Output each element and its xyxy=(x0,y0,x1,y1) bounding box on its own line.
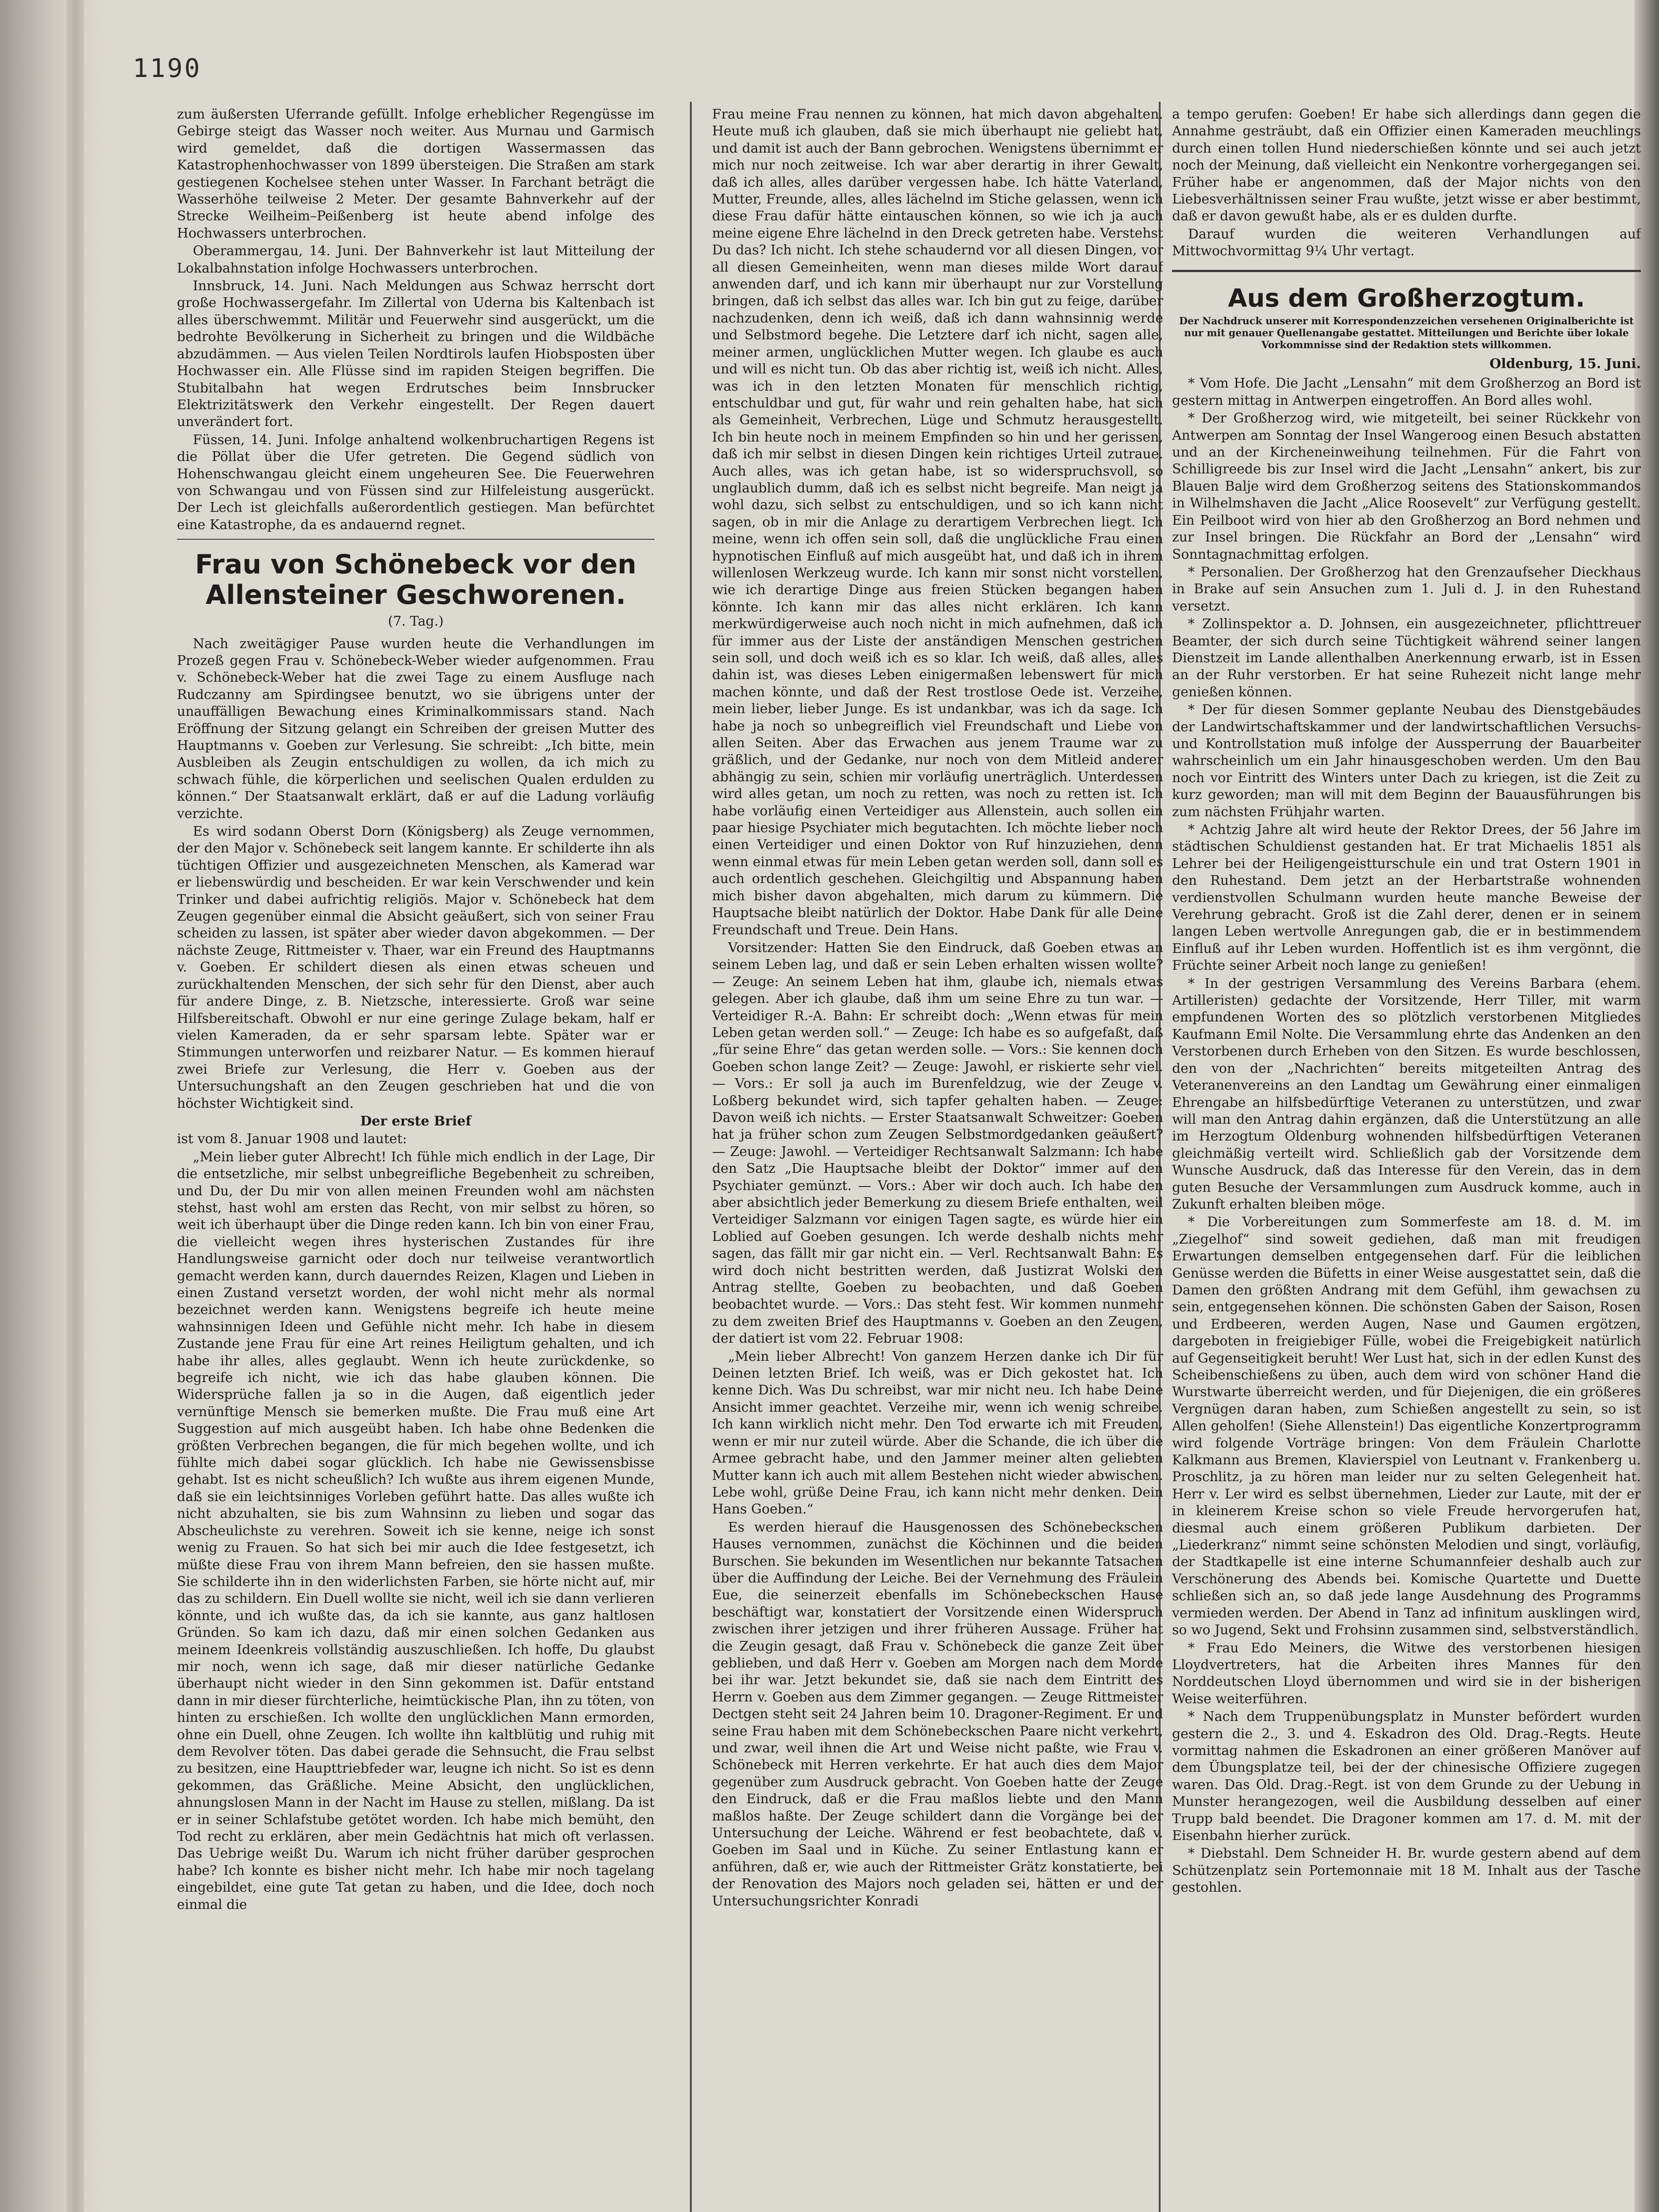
letter-title: Der erste Brief xyxy=(360,1113,471,1129)
column-2 xyxy=(712,106,1163,2212)
article-text: Nach zweitägiger Pause wurden heute die Verhandlungen im Prozeß gegen Frau v. Schönebeck-Weber wieder aufgenommen. Frau v. Schönebeck-Weber hat die zwei Tage zu einem Ausfluge nach Rudczanny am Spirdingsee benutzt, wo sie übrigens unter der unauffälligen Bewachung eines Kriminalkommissars stand. Nach Eröffnung der Sitzung gelangt ein Schreiben der greisen Mutter des Hauptmanns v. Goeben zur Verlesung. Sie schreibt: „Ich bitte, mein Ausbleiben als Zeugin entschuldigen zu wollen, da ich mich zu schwach fühle, die körperlichen und seelischen Qualen erdulden zu können.“ Der Staatsanwalt erklärt, daß er auf die Ladung vorläufig verzichte. xyxy=(177,636,655,822)
article-text: Vorsitzender: Hatten Sie den Eindruck, daß Goeben etwas an seinem Leben lag, und daß er sein Leben erhalten wissen wollte? — Zeuge: An seinem Leben hat ihm, glaube ich, niemals etwas gelegen. Aber ich glaube, daß ihm um seine Ehre zu tun war. — Verteidiger R.-A. Bahn: Er schreibt doch: „Wenn etwas für mein Leben getan werden soll.“ — Zeuge: Ich habe es so aufgefaßt, daß „für seine Ehre“ das getan werden solle. — Vors.: Sie kennen doch Goeben schon lange Zeit? — Zeuge: Jawohl, er riskierte sehr viel. — Vors.: Er soll ja auch im Burenfeldzug, wie der Zeuge v. Loßberg bekundet wird, sich tapfer gehalten haben. — Zeuge: Davon weiß ich nichts. — Erster Staatsanwalt Schweitzer: Goeben hat ja früher schon zum Zeugen Selbstmordgedanken geäußert? — Zeuge: Jawohl. — Verteidiger Rechtsanwalt Salzmann: Ich habe den Satz „Die Hauptsache bleibt der Doktor“ immer auf den Psychiater gemünzt. — Vors.: Aber wir doch auch. Ich habe den aber absichtlich jeder Bemerkung zu diesem Briefe enthalten, weil Verteidiger Salzmann vor einigen Tagen sagte, es würde hier ein Loblied auf Goeben gesungen. Ich werde deshalb nichts mehr sagen, das fällt mir gar nicht ein. — Verl. Rechtsanwalt Bahn: Es wird doch nicht bestritten werden, daß Justizrat Wolski den Antrag stellte, Goeben zu beobachten, und daß Goeben beobachtet wurde. — Vors.: Das steht fest. Wir kommen nunmehr zu dem zweiten Brief des Hauptmanns v. Goeben an den Zeugen, der datiert ist vom 22. Februar 1908: xyxy=(712,940,1163,1347)
article-text: a tempo gerufen: Goeben! Er habe sich allerdings dann gegen die Annahme gesträubt, daß ein Offizier einen Kameraden meuchlings durch einen tollen Hund niederschießen könnte und sei auch jetzt noch der Meinung, daß vielleicht ein Nenkontre vorhergegangen sei. Früher habe er angenommen, daß der Major nichts von den Liebesverhältnissen seiner Frau wußte, jetzt wisse er aber bestimmt, daß er davon gewußt habe, als er es dulden durfte. xyxy=(1172,107,1641,224)
article-text: Es werden hierauf die Hausgenossen des Schönebeckschen Hauses vernommen, zunächst die Köchinnen und die beiden Burschen. Sie bekunden im Wesentlichen nur bekannte Tatsachen über die Auffindung der Leiche. Bei der Vernehmung des Fräulein Eue, die seinerzeit ebenfalls im Schönebeckschen Hause beschäftigt war, konstatiert der Vorsitzende einen Widerspruch zwischen ihrer jetzigen und ihrer früheren Aussage. Früher hat die Zeugin gesagt, daß Frau v. Schönebeck die ganze Zeit über geblieben, und daß Herr v. Goeben am Morgen nach dem Morde bei ihr war. Jetzt bekundet sie, daß sie nach dem Eintritt des Herrn v. Goeben aus dem Zimmer gegangen. — Zeuge Rittmeister Dectgen steht seit 24 Jahren beim 10. Dragoner-Regiment. Er und seine Frau haben mit dem Schönebeckschen Paare nicht verkehrt, und zwar, weil ihnen die Art und Weise nicht paßte, wie Frau v. Schönebeck mit Herren verkehrte. Er hat auch dies dem Major gegenüber zum Ausdruck gebracht. Von Goeben hatte der Zeuge den Eindruck, daß er die Frau maßlos liebte und den Mann maßlos haßte. Der Zeuge schildert dann die Vorgänge bei der Untersuchung der Leiche. Während er fest beobachtete, daß v. Goeben im Saal und in Küche. Zu seiner Entlastung kann er anführen, daß er, wie auch der Rittmeister Grätz konstatierte, bei der Renovation des Majors noch geladen sei, hätten er und der Untersuchungsrichter Konradi xyxy=(712,1519,1163,1909)
article-text: Es wird sodann Oberst Dorn (Königsberg) als Zeuge vernommen, der den Major v. Schönebeck seit langem kannte. Er schilderte ihn als tüchtigen Offizier und ausgezeichneten Menschen, als Kamerad war er liebenswürdig und bescheiden. Er war kein Verschwender und kein Trinker und dabei aufrichtig religiös. Major v. Schönebeck hat dem Zeugen gegenüber einmal die Absicht geäußert, sich von seiner Frau scheiden zu lassen, ist später aber wieder davon abgekommen. — Der nächste Zeuge, Rittmeister v. Thaer, war ein Freund des Hauptmanns v. Goeben. Er schildert diesen als einen etwas scheuen und zurückhaltenden Menschen, der sich sehr für den Dienst, aber auch für andere Dinge, z. B. Nietzsche, interessierte. Groß war seine Hilfsbereitschaft. Obwohl er nur eine geringe Zulage bekam, half er vielen Kameraden, da er sehr sparsam lebte. Später war er Stimmungen unterworfen und reizbarer Natur. — Es kommen hierauf zwei Briefe zur Verlesung, die Herr v. Goeben aus der Untersuchungshaft an den Zeugen geschrieben hat und die von höchster Wichtigkeit sind. xyxy=(177,824,655,1111)
news-item: * Diebstahl. Dem Schneider H. Br. wurde gestern abend auf dem Schützenplatz sein Portemonnaie mit 18 M. Inhalt aus der Tasche gestohlen. xyxy=(1172,1846,1641,1896)
letter-text: „Mein lieber Albrecht! Von ganzem Herzen danke ich Dir für Deinen letzten Brief. Ich weiß, was er Dich gekostet hat. Ich kenne Dich. Was Du schreibst, war mir nicht neu. Ich habe Deine Ansicht immer geachtet. Verzeihe mir, wenn ich wenig schreibe. Ich kann wirklich nicht mehr. Den Tod erwarte ich mit Freuden, wenn er mir nur zuteil würde. Aber die Schande, die ich über die Armee gebracht habe, und den Jammer meiner alten geliebten Mutter kann ich auch mit allem Bestehen nicht wieder abwischen. Lebe wohl, grüße Deine Frau, ich kann nicht mehr denken. Dein Hans Goeben.“ xyxy=(712,1348,1163,1517)
dateline: Oldenburg, 15. Juni. xyxy=(1489,356,1641,372)
news-item: Oberammergau, 14. Juni. Der Bahnverkehr ist laut Mitteilung der Lokalbahnstation infolge Hochwassers unterbrochen. xyxy=(177,243,655,276)
news-item: Füssen, 14. Juni. Infolge anhaltend wolkenbruchartigen Regens ist die Pöllat über die Ufer getreten. Die Gegend südlich von Hohenschwangau gleicht einem ungeheuren See. Die Feuerwehren von Schwangau und von Füssen sind zur Hilfeleistung ausgerückt. Der Lech ist gleichfalls außerordentlich gestiegen. Man befürchtet eine Katastrophe, da es andauernd regnet. xyxy=(177,432,655,533)
column-rule xyxy=(690,102,692,2212)
article-text: Darauf wurden die weiteren Verhandlungen auf Mittwochvormittag 9¼ Uhr vertagt. xyxy=(1172,226,1641,259)
section-divider xyxy=(1172,270,1641,272)
article-text: zum äußersten Uferrande gefüllt. Infolge erheblicher Regengüsse im Gebirge steigt das Wasser noch weiter. Aus Murnau und Garmisch wird gemeldet, daß die dortigen Wassermassen das Katastrophenhochwasser von 1899 übersteigen. Die Straßen am stark gestiegenen Kochelsee stehen unter Wasser. In Farchant beträgt die Wasserhöhe teilweise 2 Meter. Der gesamte Bahnverkehr auf der Strecke Weilheim–Peißenberg ist heute abend infolge des Hochwassers unterbrochen. xyxy=(177,107,655,241)
letter-intro: ist vom 8. Januar 1908 und lautet: xyxy=(177,1131,407,1147)
letter-text: „Mein lieber guter Albrecht! Ich fühle mich endlich in der Lage, Dir die entsetzliche, mir selbst unbegreifliche Begebenheit zu schreiben, und Du, der Du mir von allen meinen Freunden wohl am nächsten stehst, hast wohl am ersten das Recht, von mir selbst zu hören, so weit ich überhaupt über die Dinge reden kann. Ich bin von einer Frau, die vielleicht wegen ihres hysterischen Zustandes für ihre Handlungsweise garnicht oder doch nur teilweise verantwortlich gemacht werden kann, durch dauerndes Reizen, Klagen und Lieben in einen Zustand versetzt worden, der wohl nicht mehr als normal bezeichnet werden kann. Wenigstens begreife ich heute meine wahnsinnigen Ideen und Gefühle nicht mehr. Ich habe in diesem Zustande jene Frau für eine Art reines Heiligtum gehalten, und ich habe ihr alles, alles geglaubt. Wenn ich heute zurückdenke, so begreife ich nicht, wie ich das habe glauben können. Die Widersprüche fallen ja so in die Augen, daß eigentlich jeder vernünftige Mensch sie bemerken mußte. Die Frau muß eine Art Suggestion auf mich ausgeübt haben. Ich habe ohne Bedenken die größten Verbrechen begangen, die für mich begehen wollte, und ich fühlte mich dabei sogar glücklich. Ich habe nie Gewissensbisse gehabt. Ist es nicht scheußlich? Ich wußte aus ihrem eigenen Munde, daß sie ein leichtsinniges Vorleben geführt hatte. Das alles wußte ich nicht abzuhalten, sie bis zum Wahnsinn zu lieben und sogar das Abscheulichste zu verehren. Soweit ich sie kenne, neige ich sonst wenig zu Frauen. So hat sich bei mir auch die Idee festgesetzt, ich müßte diese Frau von ihrem Mann befreien, den sie hassen mußte. Sie schilderte ihn in den widerlichsten Farben, sie hörte nicht auf, mir das zu schildern. Ein Duell wollte sie nicht, weil ich sie dann verlieren könnte, und ich wußte das, da ich sie kannte, aus ganz haltlosen Gründen. So kam ich dazu, daß mir einen solchen Gedanken aus meinem Ideenkreis vollständig auszuschließen. Ich hoffe, Du glaubst mir noch, wenn ich sage, daß mir dieser natürliche Gedanke überhaupt nicht wieder in den Sinn gekommen ist. Dafür entstand dann in mir dieser fürchterliche, heimtückische Plan, ihn zu töten, von hinten zu erschießen. Ich wollte den unglücklichen Mann ermorden, ohne ein Duell, ohne Zeugen. Ich wollte ihn kaltblütig und ruhig mit dem Revolver töten. Das dabei gerade die Sehnsucht, die Frau selbst zu besitzen, eine Haupttriebfeder war, leugne ich nicht. So ist es denn gekommen, das Gräßliche. Meine Absicht, den unglücklichen, ahnungslosen Mann in der Nacht im Hause zu stellen, mißlang. Da ist er in seiner Schlafstube getötet worden. Ich habe mich bemüht, den Tod recht zu erklären, aber mein Gedächtnis hat mich oft verlassen. Das Uebrige weißt Du. Warum ich nicht früher darüber gesprochen habe? Ich konnte es bisher nicht mehr. Ich habe mir noch tagelang eingebildet, eine gute Tat getan zu haben, und die Idee, doch noch einmal die xyxy=(177,1149,655,1912)
editor-note: Der Nachdruck unserer mit Korrespondenzzeichen versehenen Originalberichte ist nur mit genauer Quellenangabe gestattet. Mitteilungen und Berichte über lokale Vorkommnisse sind der Redaktion stets willkommen. xyxy=(1179,315,1634,351)
letter-text: Frau meine Frau nennen zu können, hat mich davon abgehalten. Heute muß ich glauben, daß sie mich überhaupt nie geliebt hat, und damit ist auch der Bann gebrochen. Wenigstens übernimmt er mich nur noch zeitweise. Ich war aber derartig in ihrer Gewalt, daß ich alles, alles darüber vergessen habe. Ich hätte Vaterland, Mutter, Freunde, alles, alles lächelnd im Stiche gelassen, wenn ich diese Frau dafür hätte eintauschen können, so wie ich ja auch meine eigene Ehre lächelnd in den Dreck getreten habe. Verstehst Du das? Ich nicht. Ich stehe schaudernd vor all diesen Dingen, vor all diesen Gemeinheiten, wenn man dieses milde Wort darauf anwenden darf, und ich kann mir überhaupt nur zur Vorstellung bringen, daß ich selbst das alles war. Ich bin gut zu feige, darüber nachzudenken, denn ich weiß, daß ich dann wahnsinnig werde und Selbstmord begehe. Die Letztere darf ich nicht, sagen alle, meiner armen, unglücklichen Mutter wegen. Ich glaube es auch und will es nicht tun. Ob das aber richtig ist, weiß ich nicht. Alles, was ich in den letzten Monaten für menschlich richtig, entschuldbar und gut, für wahr und rein gehalten habe, hat sich als Gemeinheit, Verbrechen, Lüge und Schmutz herausgestellt. Ich bin heute noch in meinem Empfinden so hin und her gerissen, daß ich mir selbst in diesen Dingen kein richtiges Urteil zutraue. Auch alles, was ich getan habe, ist so widerspruchsvoll, so unglaublich dumm, daß ich es selbst nicht begreife. Man neigt ja wohl dazu, sich selbst zu entschuldigen, und so ich kann nicht sagen, ob in mir die Anlage zu derartigem Verbrechen liegt. Ich meine, wenn ich offen sein soll, daß die unglückliche Frau einen hypnotischen Einfluß auf mich ausgeübt hat, und daß ich in ihrem willenlosen Werkzeug wurde. Ich kann mir sonst nicht vorstellen, wie ich derartige Dinge aus freien Stücken begangen haben könnte. Ich kann mir das alles nicht erklären. Ich kann merkwürdigerweise auch noch nicht in mich aufnehmen, daß ich für immer aus der Liste der anständigen Menschen gestrichen sein soll, und doch weiß ich es so klar. Ich weiß, daß alles, alles dahin ist, was dieses Leben einigermaßen lebenswert für mich machen könnte, und daß der Rest trostlose Oede ist. Verzeihe, mein lieber, lieber Junge. Es ist undankbar, was ich da sage. Ich habe ja noch so unbegreiflich viel Freundschaft und Liebe von allen Seiten. Aber das Erwachen aus jenem Traume war zu gräßlich, und der Gedanke, nur noch von dem Mitleid anderer abhängig zu sein, schien mir vorläufig unerträglich. Unterdessen wird alles getan, um noch zu retten, was noch zu retten ist. Ich habe vorläufig einen Verteidiger aus Allenstein, auch sollen ein paar hiesige Psychiater mich begutachten. Ich möchte lieber noch einen Verteidiger und einen Doktor von Ruf hinzuziehen, denn wenn einmal etwas für mein Leben getan werden soll, dann soll es auch ordentlich geschehen. Gleichgiltig und Abspannung haben mich bisher davon abgehalten, mich darum zu kümmern. Die Hauptsache bleibt natürlich der Doktor. Habe Dank für alle Deine Freundschaft und Treue. Dein Hans. xyxy=(712,107,1163,938)
news-item: * Nach dem Truppenübungsplatz in Munster befördert wurden gestern die 2., 3. und 4. Eskadron des Old. Drag.-Regts. Heute vormittag nahmen die Eskadronen an einer größeren Manöver auf dem Übungsplatze teil, bei der der chinesische Offiziere zugegen waren. Das Old. Drag.-Regt. ist von dem Grunde zu der Uebung in Munster herangezogen, weil die Ausbildung desselben auf einer Trupp bald beendet. Die Dragoner kommen am 17. d. M. mit der Eisenbahn hierher zurück. xyxy=(1172,1709,1641,1843)
article-subheadline: (7. Tag.) xyxy=(388,614,444,630)
section-headline: Aus dem Großherzogtum. xyxy=(1228,284,1585,313)
news-item: Innsbruck, 14. Juni. Nach Meldungen aus Schwaz herrscht dort große Hochwassergefahr. Im Zillertal von Uderna bis Kaltenbach ist alles überschwemmt. Militär und Feuerwehr sind ausgerückt, um die bedrohte Bevölkerung in Sicherheit zu bringen und die Wildbäche abzudämmen. — Aus vielen Teilen Nordtirols laufen Hiobsposten über Hochwasser ein. Alle Flüsse sind im rapiden Steigen begriffen. Die Stubitalbahn hat wegen Erdrutsches beim Innsbrucker Elektrizitätswerk den Verkehr eingestellt. Der Regen dauert unverändert fort. xyxy=(177,278,655,430)
news-item: * In der gestrigen Versammlung des Vereins Barbara (ehem. Artilleristen) gedachte der Vorsitzende, Herr Tiller, mit warm empfundenen Worten des so plötzlich verstorbenen Mitgliedes Kaufmann Emil Nolte. Die Versammlung ehrte das Andenken an den Verstorbenen durch Erheben von den Sitzen. Es wurde beschlossen, den von der „Nachrichten“ bereits mitgeteilten Antrag des Veteranenvereins an den Landtag um Gewährung einer einmaligen Ehrengabe an hilfsbedürftige Veteranen zu unterstützen, und zwar will man den Antrag dahin ergänzen, daß die Unterstützung an alle im Herzogtum Oldenburg wohnenden hilfsbedürftigen Veteranen gleichmäßig verteilt wird. Schließlich gab der Vorsitzende dem Wunsche Ausdruck, daß das Interesse für den Verein, das in dem guten Besuche der Versammlungen zum Ausdruck komme, auch in Zukunft erhalten bleiben möge. xyxy=(1172,975,1641,1212)
news-item: * Frau Edo Meiners, die Witwe des verstorbenen hiesigen Lloydvertreters, hat die Arbeiten ihres Mannes für den Norddeutschen Lloyd übernommen und wird sie in der bisherigen Weise weiterführen. xyxy=(1172,1640,1641,1707)
news-item: * Zollinspektor a. D. Johnsen, ein ausgezeichneter, pflichttreuer Beamter, der sich durch seine Tüchtigkeit während seiner langen Dienstzeit im Lande allenthalben Anerkennung erwarb, ist in Essen an der Ruhr verstorben. Er hat seine Ruhezeit nicht lange mehr genießen können. xyxy=(1172,616,1641,700)
news-item: * Achtzig Jahre alt wird heute der Rektor Drees, der 56 Jahre im städtischen Schuldienst gestanden hat. Er trat Michaelis 1851 als Lehrer bei der Heiligengeistturschule ein und trat Ostern 1901 in den Ruhestand. Dem jetzt an der Herbartstraße wohnenden verdienstvollen Schulmann wurden heute manche Beweise der Verehrung gebracht. Groß ist die Zahl derer, denen er in seinem langen Leben wertvolle Anregungen gab, die er in bestimmendem Einfluß auf ihr Leben wurden. Hoffentlich ist es ihm vergönnt, die Früchte seiner Arbeit noch lange zu genießen! xyxy=(1172,822,1641,974)
page-number: 1190 xyxy=(133,53,202,83)
news-item: * Vom Hofe. Die Jacht „Lensahn“ mit dem Großherzog an Bord ist gestern mittag in Antwerpen eingetroffen. An Bord alles wohl. xyxy=(1172,376,1641,408)
book-spine xyxy=(66,0,84,2212)
article-headline: Frau von Schönebeck vor den Allensteiner Geschworenen. xyxy=(195,549,637,611)
column-1 xyxy=(177,106,655,2212)
news-item: * Personalien. Der Großherzog hat den Grenzaufseher Dieckhaus in Brake auf sein Ansuchen zum 1. Juli d. J. in den Ruhestand versetzt. xyxy=(1172,564,1641,614)
binding-shadow xyxy=(0,0,102,2212)
news-item: * Die Vorbereitungen zum Sommerfeste am 18. d. M. im „Ziegelhof“ sind soweit gediehen, daß man mit freudigen Erwartungen demselben entgegensehen darf. Für die leiblichen Genüsse werden die Büfetts in einer Weise ausgestattet sein, daß die Damen den größten Andrang mit dem Gefühl, ihm gewachsen zu sein, entgegensehen können. Die schönsten Gaben der Saison, Rosen und Erdbeeren, werden Augen, Nase und Gaumen ergötzen, dargeboten in freigiebiger Fülle, wobei die Freigebigkeit natürlich auf Gegenseitigkeit beruht! Wer Lust hat, sich in der edlen Kunst des Scheibenschießens zu üben, auch dem wird von schöner Hand die Wurstwarte überreicht werden, und für Diejenigen, die ein größeres Vergnügen daran haben, zum Schießen angestellt zu sein, so ist Allen geholfen! (Siehe Allenstein!) Das eigentliche Konzertprogramm wird folgende Vorträge bringen: Von dem Fräulein Charlotte Kalkmann aus Bremen, Klavierspiel von Leutnant v. Frankenberg u. Proschlitz, ja zu hören man leider nur zu selten Gelegenheit hat. Herr v. Ler wird es selbst übernehmen, Lieder zur Laute, mit der er in kleinerem Kreise schon so viele Freude hervorgerufen hat, diesmal auch einem größeren Publikum darbieten. Der „Liederkranz“ nimmt seine schönsten Melodien und singt, vorläufig, der Stadtkapelle ist eine interne Schumannfeier deshalb auch zur Verschönerung des Abends bei. Komische Quartette und Duette schließen sich an, so daß jede lange Ausdehnung des Programms vermieden werden. Der Abend in Tanz ad infinitum ausklingen wird, so wo Jugend, Sekt und Frohsinn zusammen sind, selbstverständlich. xyxy=(1172,1214,1641,1638)
divider xyxy=(177,539,655,540)
news-item: * Der für diesen Sommer geplante Neubau des Dienstgebäudes der Landwirtschaftskammer und der landwirtschaftlichen Versuchs- und Kontrollstation muß infolge der Aussperrung der Bauarbeiter wahrscheinlich um ein Jahr hinausgeschoben werden. Um den Bau noch vor Eintritt des Winters unter Dach zu kriegen, ist die Zeit zu kurz geworden; man will mit dem Beginn der Bauausführungen bis zum nächsten Frühjahr warten. xyxy=(1172,702,1641,820)
column-3 xyxy=(1172,106,1641,2212)
news-item: * Der Großherzog wird, wie mitgeteilt, bei seiner Rückkehr von Antwerpen am Sonntag der Insel Wangeroog einen Besuch abstatten und an der Kircheneinweihung teilnehmen. Für die Fahrt von Schilligreede bis zur Insel wird die Jacht „Lensahn“ ankert, bis zur Blauen Balje wird dem Großherzog seitens des Stationskommandos in Wilhelmshaven die Jacht „Alice Roosevelt“ zur Verfügung gestellt. Ein Peilboot wird von hier ab den Großherzog an Bord nehmen und zur Insel bringen. Die Rückfahr an Bord der „Lensahn“ wird Sonntagnachmittag erfolgen. xyxy=(1172,411,1641,562)
